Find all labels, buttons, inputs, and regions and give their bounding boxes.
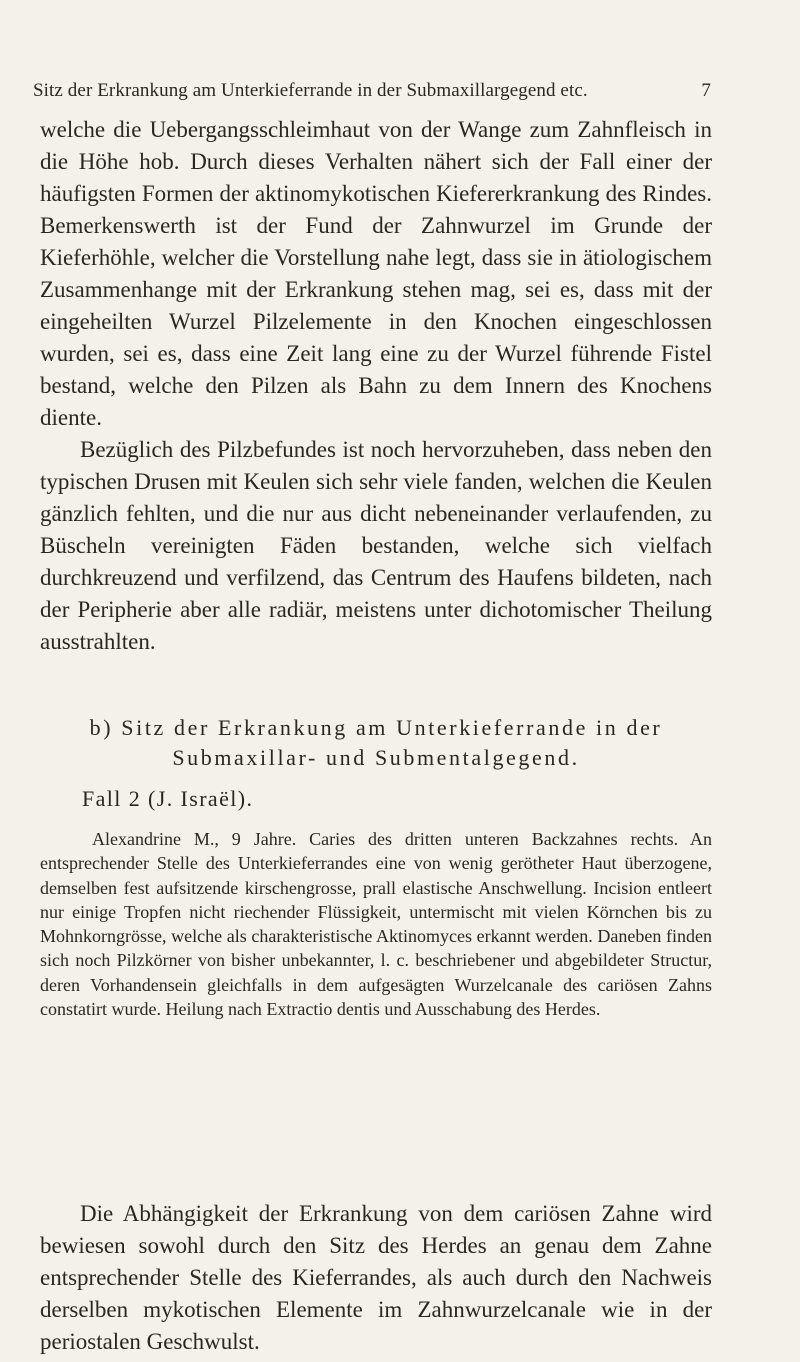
case-report: Alexandrine M., 9 Jahre. Caries des dritten unteren Backzahnes rechts. An entsprechender Stelle des Unterkieferrandes eine von wenig gerötheter Haut überzogene, demselben fest aufsitzende kirschengrosse, prall elastische Anschwellung. Incision entleert nur einige Tropfen nicht riechender Flüssigkeit, untermischt mit vielen Körnchen bis zu Mohnkorngrösse, welche als charakteristische Aktinomyces erkannt werden. Daneben finden sich noch Pilzkörner von bisher unbekannter, l. c. beschriebener und abgebildeter Structur, deren Vorhandensein gleichfalls in dem aufgesägten Wurzelcanale des cariösen Zahns constatirt wurde. Heilung nach Extractio dentis und Ausschabung des Herdes. bbox=[40, 829, 712, 1020]
case-title: Fall 2 (J. Israël). bbox=[82, 786, 254, 811]
page-number: 7 bbox=[701, 80, 711, 101]
closing-paragraph: Die Abhängigkeit der Erkrankung von dem cariösen Zahne wird bewiesen sowohl durch den Sitz des Herdes an genau dem Zahne entsprechender Stelle des Kieferrandes, als auch durch den Nachweis derselben mykotischen Elemente im Zahnwurzelcanale wie in der periostalen Geschwulst. bbox=[40, 1201, 712, 1354]
paragraph-2: Bezüglich des Pilzbefundes ist noch hervorzuheben, dass neben den typischen Drusen mit Keulen sich sehr viele fanden, welchen die Keulen gänzlich fehlten, und die nur aus dicht nebeneinander verlaufenden, zu Büscheln vereinigten Fäden bestanden, welche sich vielfach durchkreuzend und verfilzend, das Centrum des Haufens bildeten, nach der Peripherie aber alle radiär, meistens unter dichotomischer Theilung ausstrahlten. bbox=[40, 437, 712, 654]
section-heading: b) Sitz der Erkrankung am Unterkieferrande in der Submaxillar- und Submentalgegend. bbox=[89, 715, 663, 770]
running-header bbox=[33, 80, 711, 102]
paragraph-1: welche die Uebergangsschleimhaut von der Wange zum Zahnfleisch in die Höhe hob. Durch dieses Verhalten nähert sich der Fall einer der häufigsten Formen der aktinomykotischen Kiefererkrankung des Rindes. Bemerkenswerth ist der Fund der Zahnwurzel im Grunde der Kieferhöhle, welcher die Vorstellung nahe legt, dass sie in ätiologischem Zusammenhange mit der Erkrankung stehen mag, sei es, dass mit der eingeheilten Wurzel Pilzelemente in den Knochen eingeschlossen wurden, sei es, dass eine Zeit lang eine zu der Wurzel führende Fistel bestand, welche den Pilzen als Bahn zu dem Innern des Knochens diente. bbox=[40, 117, 712, 430]
running-title: Sitz der Erkrankung am Unterkieferrande in der Submaxillargegend etc. bbox=[33, 80, 588, 101]
